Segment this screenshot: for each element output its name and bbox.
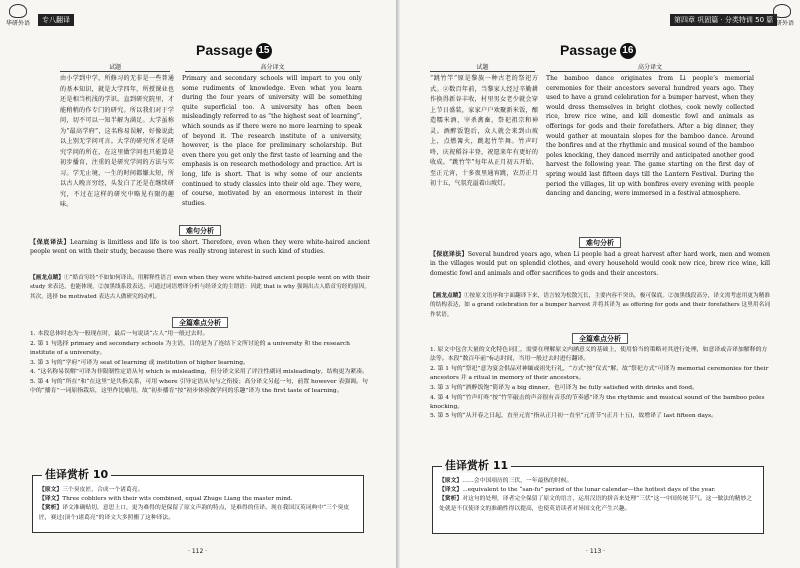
- translation-text: The bamboo dance originates from Li people’s memorial ceremonies for their ancestors several hundred years ago. They used to have a grand celebration for a bumper harvest, when they would dress themselves in bright clothes, cook newly collected rice, brew rice wine, and kill domestic fowl and animals as offerings for gods and their forefathers. After a big dinner, they would gather at mountain slopes for the bamboo dance. Around the bonfires and at the rhythmic and musical sound of the bamboo poles knocking, they danced merrily and anticipated another good harvest the following year. The game starting on the first day of spring would last fifteen days till the Lantern Festival. During the period the villages, lit up with bonfires every evening with people dancing and dancing, were immersed in a festival atmosphere.: [546, 75, 754, 198]
- analysis-item: 4. 第 4 句的“竹声叮咚”按“竹竿敲击的声音很有音乐的节奏感”译为 the rhythmic and musical sound of the bamboo poles knocking。: [430, 394, 765, 410]
- brand-logo: [770, 4, 794, 27]
- analysis-item: 2. 第 1 句选择 primary and secondary schools 为主语，目的是为了连结下文所讨论的 a university 和 the research institute of a university。: [30, 340, 350, 356]
- chapter-tag: 第四章 巩固篇 · 分类特训 50 篇: [670, 14, 777, 26]
- app-row: 【原文】……会中国项历的三伏，一年最热的时候。: [439, 478, 573, 484]
- appreciation-box: [432, 466, 764, 534]
- key-point-text: ①按原文语序和字面翻译下来，语言较为松散冗长，主要内容不突出，极可保底。②加黑线段高分，译文需考虑用更为精准的结构表达，如 a grand celebration for a bumper harvest 并将其译为 as offering for gods and their forefathers 这里用名词作状语。: [430, 293, 770, 318]
- source-text: 由小学到中学，所修习的无非是一些普通的基本知识，就是大学四年，所授课业也还是相当机浅的学识。直到研究院里，才能稍稍的作专门的研究。所以我们对于学问，切不可以一知半解为满足。大学虽称为“最高学府”，这名称易误解，好像说此以上别无学问可言。大学的研究所才是研究学问的所在，在这里做学问也只能算是初步播育，注重的是研究学问的方法与实习。学无止境，一生的时间都嫌太短，所以古人晚言穷经，头发白了还是在继续研究，不过在这样的研究中略见有限的趣味。: [60, 75, 174, 208]
- basic-text: Learning is limitless and life is too short. Therefore, even when they were white-haired ancient people went on with their study, because there was really strong interest in such kind of studies.: [30, 239, 370, 256]
- analysis-item: 3. 第 3 句的“学府”可译为 seat of learning 或 institution of higher learning。: [30, 359, 249, 366]
- passage-title: [560, 42, 636, 59]
- app-row: 【原文】三个臭皮匠，合成一个诸葛亮。: [39, 487, 144, 493]
- left-page: [0, 0, 398, 568]
- owl-icon: [773, 4, 791, 18]
- difficult-sentence-heading: 难句分析: [550, 238, 650, 248]
- passage-number: 15: [256, 43, 272, 59]
- key-point: [30, 274, 370, 302]
- analysis-item: 3. 第 3 句的“酒醉饭饱”简译为 a big dinner，也可译为 be fully satisfied with drinks and food。: [430, 384, 698, 391]
- column-head-en: 高分译文: [550, 62, 750, 72]
- appreciation-box: [32, 475, 364, 533]
- page-number: · 113 ·: [586, 548, 606, 555]
- appreciation-title: 佳译赏析 10: [42, 466, 111, 482]
- passage-title: [196, 42, 272, 59]
- column-head-cn: 试题: [60, 62, 170, 72]
- right-page: [400, 0, 800, 568]
- analysis-item: 5. 第 4 句的“所在”和“在这里”是共指关系，可用 where 引导定语从句与之衔接；高分译文另起一句，前置 however 表强调。句中的“播育”一词原指栽培，这里作比喻用，故“初步播育”按“初步体验做学问的乐趣”译为 the first taste of learning。: [30, 379, 368, 395]
- key-point: [430, 292, 770, 320]
- brand-logo: [6, 4, 30, 27]
- full-analysis-heading: 全篇难点分析: [150, 318, 250, 328]
- basic-translation: [30, 238, 370, 257]
- owl-icon: [9, 4, 27, 18]
- source-text: “跳竹竿”原是黎族一种古老的祭祀方式。②数百年前，当黎家人经过辛勤耕作换得新谷丰收，村里男女老少就会穿上节日盛装，家家户户欢聚新米饭，酿造糯米酒，宰杀禽畜，祭祀祖宗和神灵。酒醉饭饱后，众人就会来到山坡上，点燃篝火，跳起竹竿舞。竹声叮咚，庆祝稻谷丰登，祝愿来年有更好的收成。“跳竹竿”每年从正月初五开始，至正元宵，十多夜里通宵跳，农历正月初十五，气氛充溢着山坡灯。: [430, 75, 538, 187]
- column-head-cn: 试题: [430, 62, 535, 72]
- difficult-sentence-heading: 难句分析: [150, 226, 250, 236]
- basic-label: 【保底译法】: [30, 239, 71, 246]
- basic-translation: [430, 250, 770, 278]
- analysis-item: 5. 第 5 句的“从开春之日起，直至元宵”指从正月初一直至“元宵节”(正月十五)，故增译了 last fifteen days。: [430, 413, 718, 420]
- passage-label: Passage: [560, 42, 617, 58]
- analysis-list: [430, 346, 770, 422]
- column-head-en: 高分译文: [185, 62, 360, 72]
- passage-number: 16: [620, 43, 636, 59]
- analysis-list: [30, 330, 370, 397]
- full-analysis-heading: 全篇难点分析: [550, 334, 650, 344]
- analysis-item: 4. “这名称易误解”可译为非限制性定语从句 which is misleading，但分译文采用了评注性副词 misleadingly，结构更为紧凑。: [30, 369, 368, 376]
- analysis-item: 1. 本段总体时态为一般现在时，最后一句说谈“古人”用一般过去时。: [30, 331, 209, 337]
- app-row: 【译文】Three cobblers with their wits combined, equal Zhuge Liang the master mind.: [39, 496, 293, 503]
- app-row: 【赏析】对这句的处理，译者完全保留了原文的语言，运用汉语的拼音来处理“三伏”这一中国传统节气。这一做法的精妙之处就是不仅使译文的准确性得以提高，也使英语读者对异国文化产生兴趣。: [439, 496, 753, 512]
- basic-text: Several hundred years ago, when Li people had a great harvest after hard work, men and women in the villages would put on splendid clothes, and every household would cook new rice, brew rice wine, kill domestic fowl and animals and offer sacrifices to gods and their ancestors.: [430, 251, 770, 277]
- key-point-text: ①“皓首穷经”不如如何译出，用解释性语言 even when they were white-haired ancient people went on with their study 来表达，也能体现。②加黑线系段表达，可通过词语增译分析与经译文的主谓语：因此 that is why 强调出古人皓首穷经的原因。其次，选择 be motivated 表达古人做研究的动机。: [30, 275, 370, 300]
- key-point-label: 【画龙点睛】: [30, 275, 64, 281]
- brand-name: 华研外语: [770, 20, 795, 27]
- analysis-item: 1. 原文中包含大量的文化特色词汇，需要在理解原文内涵意义的基础上，使用恰当的策略对其进行处理，如意译或音译加解释的方法等。本段“数百年前”标志时间，当用一般过去时进行翻译。: [430, 347, 768, 363]
- basic-label: 【保底译法】: [430, 251, 468, 258]
- chapter-tag: 专八翻译: [38, 14, 74, 26]
- app-row: 【赏析】译文准确贴切，意思上口，更为难得的是保留了原文声韵的特点，是难得的佳译。现在我国汉英词典中“三个臭皮匠，赛过(顶个)诸葛亮”的译文大多照搬了这种译法。: [39, 505, 350, 521]
- brand-name: 华研外语: [6, 20, 31, 27]
- passage-label: Passage: [196, 42, 253, 58]
- analysis-item: 2. 第 1 句的“祭祀”意为宴会供品对神缅或祖先行礼，“方式”按“仪式”解，故“祭祀方式”可译为 memorial ceremonies for their ancestors 并 a ritual in memory of their ancestors。: [430, 365, 769, 382]
- translation-text: Primary and secondary schools will impart to you only some rudiments of knowledge. Even what you learn during the four years of university will be something quite superficial too. A university has often been misleadingly referred to as “the highest seat of learning”, which sounds as if there were no more learning to speak of beyond it. The research institute of a university, however, is the place for preliminary scholarship. But even there you get only the first taste of learning and the emphasis is on research methodology and practice. Art is long, life is short. That is why some of our ancients continued to study classics into their old age. They were, of course, motivated by an enormous interest in their studies.: [182, 75, 362, 207]
- key-point-label: 【画龙点睛】: [430, 293, 465, 299]
- app-row: 【译文】...equivalent to the “san-fu” period of the lunar calendar—the hottest days of the year.: [439, 487, 716, 494]
- appreciation-title: 佳译赏析 11: [442, 457, 511, 473]
- page-number: · 112 ·: [188, 548, 208, 555]
